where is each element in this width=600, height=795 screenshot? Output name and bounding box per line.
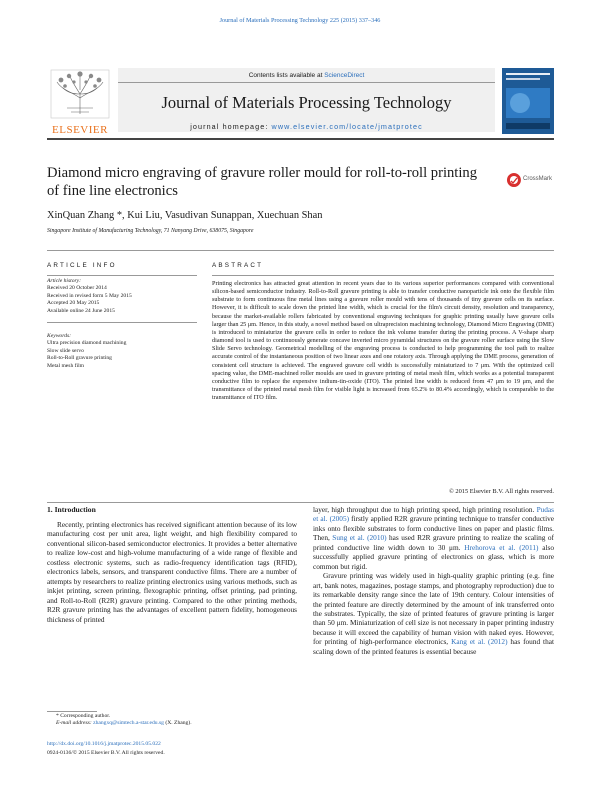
keywords: Keywords: Ultra precision diamond machining Slow slide servo Roll-to-Roll gravure printing Metal mesh film xyxy=(47,333,197,370)
keyword: Roll-to-Roll gravure printing xyxy=(47,355,112,362)
journal-homepage: journal homepage: www.elsevier.com/locate/jmatprotec xyxy=(190,122,423,131)
ref-sung[interactable]: Sung et al. (2010) xyxy=(332,533,387,543)
homepage-link[interactable]: www.elsevier.com/locate/jmatprotec xyxy=(271,122,423,131)
email-link[interactable]: zhangxq@simtech.a-star.edu.sg xyxy=(93,720,164,727)
article-history: Article history: Received 20 October 2014 Received in revised form 5 May 2015 Accepted 20 May 2015 Available online 24 June 2015 xyxy=(47,278,197,315)
history-item: Received in revised form 5 May 2015 xyxy=(47,292,132,299)
history-item: Received 20 October 2014 xyxy=(47,285,107,292)
issn: 0924-0136/© 2015 Elsevier B.V. All rights reserved. xyxy=(47,750,165,756)
article-info-heading: ARTICLE INFO xyxy=(47,262,117,269)
authors: XinQuan Zhang *, Kui Liu, Vasudivan Sunappan, Xuechuan Shan xyxy=(47,210,323,221)
elsevier-wordmark: ELSEVIER xyxy=(52,124,108,136)
abstract-heading: ABSTRACT xyxy=(212,262,264,269)
intro-paragraph-1: Recently, printing electronics has received significant attention because of its low manufacturing cost per unit area, light weight, and high flexibility compared to conventional silicon-based semiconductor electronics. It provides a better alternative to realize low-cost and high-volume manufacturing of a wide range of flexible and costless electronic systems, such as radio-frequency identification tags (RFID), electronics labels, sensors, and transparent conductive films. There are a number of attempts by researchers to realize printing electronics using various methods, such as inkjet printing, screen printing, flexographic printing, offset printing, pad printing, and Roll-to-Roll (R2R) gravure printing. Compared to the other printing methods, R2R gravure printing has the advantages of excellent pattern fidelity, homogeneous thickness of printed xyxy=(47,520,297,624)
contents-available: Contents lists available at ScienceDirect xyxy=(248,72,365,79)
email-line: E-mail address: zhangxq@simtech.a-star.edu.sg (X. Zhang). xyxy=(56,720,192,727)
crossmark-badge[interactable]: CrossMark xyxy=(506,170,554,194)
copyright: © 2015 Elsevier B.V. All rights reserved. xyxy=(448,488,554,495)
elsevier-logo xyxy=(47,68,113,136)
doi-link[interactable]: http://dx.doi.org/10.1016/j.jmatprotec.2015.05.022 xyxy=(47,741,161,747)
ref-pudas[interactable]: Pudas et al. (2005) xyxy=(313,505,554,524)
footnote xyxy=(56,713,296,728)
intro-paragraph-2: layer, high throughput due to high printing speed, high printing resolution. Pudas et al. (2005) firstly applied R2R gravure printing technique to transfer conductive inks onto flexible substrates to form conductive lines on paper and plastic films. Then, Sung et al. (2010) has used R2R gravure printing to realize the scaling of printed conductive line width down to 30 μm. Hrehorova et al. (2011) also successfully applied gravure printing of electronics on glass, which is more common but rigid. xyxy=(313,505,554,571)
sciencedirect-link[interactable]: ScienceDirect xyxy=(324,72,365,79)
history-item: Available online 24 June 2015 xyxy=(47,307,115,314)
abstract-text: Printing electronics has attracted great attention in recent years due to its various superior performances compared with conventional silicon-based semiconductor industry. Roll-to-Roll gravure printing is able to transfer conductive nanoparticle ink onto the flexible film substrate to form continuous fine metal lines using a gravure roller mould with tens of thousands of tiny gravure cells on its surface. However, it is difficult to scale down the printed line width, which is crucial for the film's circuit density, resolution and transparency, because the market-available rollers fabricated by conventional engraving techniques for graphic printing usually have gravure cells larger than 25 μm. Hence, in this study, a novel method based on ultraprecision machining technology, Diamond Micro Engraving (DME) is introduced to miniaturize the gravure cells in order to reduce the ink volume transfer during the printing process. A V-shape sharp diamond tool is used to continuously generate concave inverted micro pyramidal structures on the gravure roller surface using the Slow Slide Servo technology. Geometrical modelling of the engraving process is conducted to help programming the tool path to realize accurate control of the instantaneous position of two linear axes and one rotatory axis. Through applying the DME process, generation of consistent cell structure is achieved. The engraved gravure cell width is successfully miniaturized to 7 μm. With the optimized cell spacing value, the DME-machined roller moulds are used in gravure printing of metal mesh film, which works as a potential transparent conductive film to replace the expensive indium-tin-oxide (ITO). The printed line width is reduced from 47 μm to 19 μm, and the transmittance of the printed metal mesh film for visible light is increased from 65.2% to 80.4% accordingly, which is comparable to the transmittance of ITO film. xyxy=(212,280,554,402)
crossmark-icon xyxy=(506,172,522,190)
affiliation: Singapore Institute of Manufacturing Technology, 71 Nanyang Drive, 638075, Singapore xyxy=(47,228,254,234)
section-heading: 1. Introduction xyxy=(47,505,96,514)
keyword: Slow slide servo xyxy=(47,347,84,354)
intro-right-column xyxy=(313,505,554,656)
ref-hrehorova[interactable]: Hrehorova et al. (2011) xyxy=(464,542,539,552)
history-item: Accepted 20 May 2015 xyxy=(47,300,100,307)
elsevier-tree-icon xyxy=(47,68,113,120)
journal-title: Journal of Materials Processing Technology xyxy=(161,93,452,112)
corresponding-author: * Corresponding author. xyxy=(56,713,111,719)
intro-paragraph-3: Gravure printing was widely used in high-quality graphic printing (e.g. fine art, bank notes, magazines, postage stamps, and photography reproduction) due to its remarkable density range since the late of 19th century. Colour intensities of the printed feature are directly determined by the amount of ink transferred onto the substrates. Typically, the size of printed features of gravure printing is larger than 50 μm. Miniaturization of cell size is not necessary in paper printing industry because it will exceed the capability of human vision with naked eyes. However, for printing of high-performance electronics, Kang et al. (2012) has found that scaling down of the printed features is essential because xyxy=(313,571,554,656)
ref-kang[interactable]: Kang et al. (2012) xyxy=(451,637,508,647)
journal-cover-image xyxy=(502,68,554,134)
keyword: Metal mesh film xyxy=(47,362,84,369)
article-title: Diamond micro engraving of gravure roller mould for roll-to-roll printing of fine line electronics xyxy=(47,165,477,199)
journal-reference[interactable]: Journal of Materials Processing Technology 225 (2015) 337–346 xyxy=(219,17,381,24)
keyword: Ultra precision diamond machining xyxy=(47,340,127,347)
